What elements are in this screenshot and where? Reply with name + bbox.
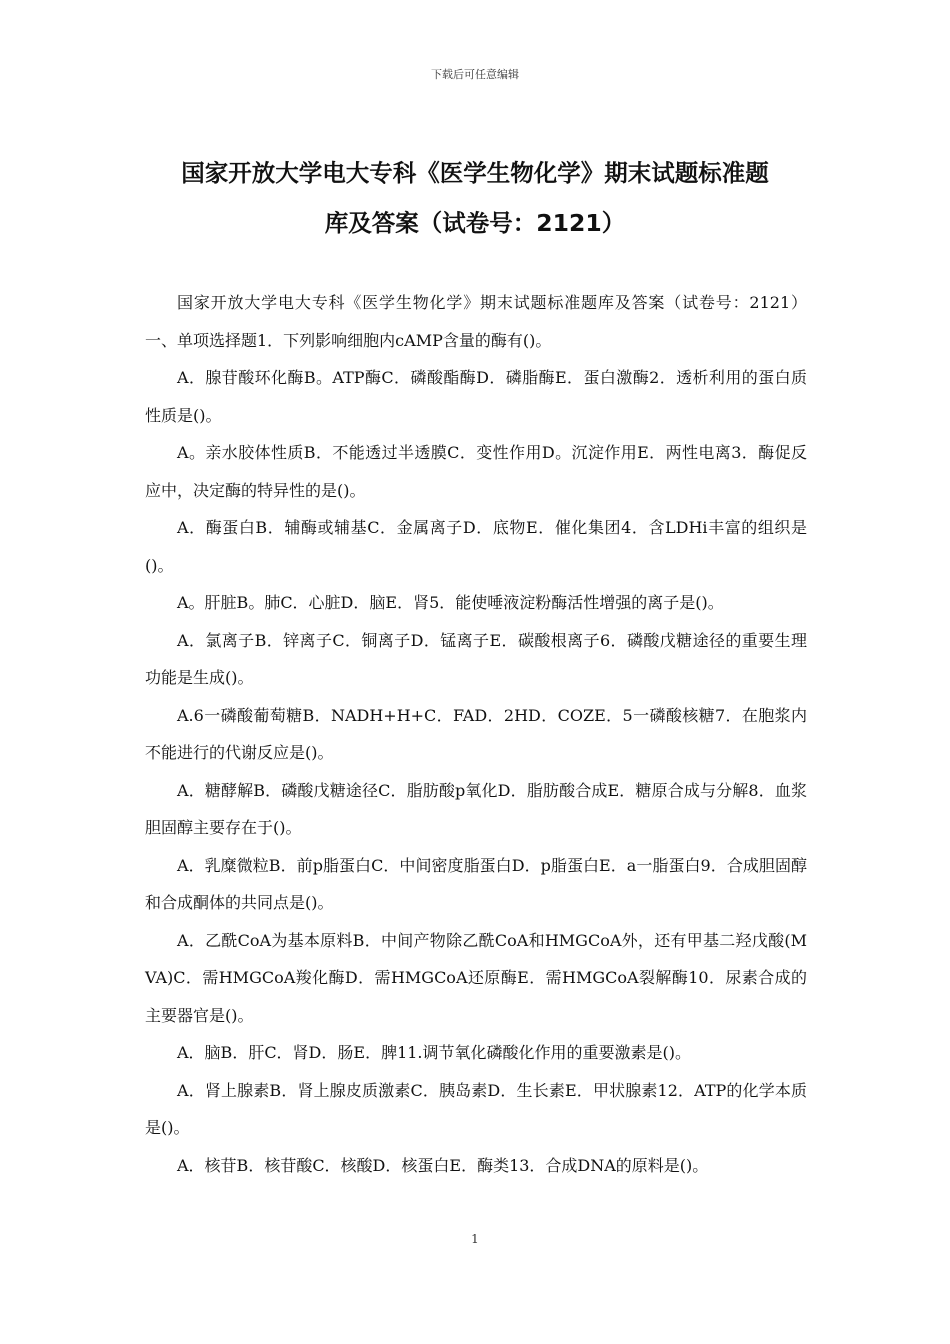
title-line-1: 国家开放大学电大专科《医学生物化学》期末试题标准题: [181, 159, 769, 187]
paragraph: A．核苷B．核苷酸C．核酸D．核蛋白E．酶类13．合成DNA的原料是()。: [177, 1155, 709, 1175]
paragraph: A．腺苷酸环化酶B。ATP酶C．磷酸酯酶D．磷脂酶E．蛋白激酶2．透析利用的蛋白质性质是()。: [145, 368, 807, 425]
paragraph: A．肾上腺素B．肾上腺皮质激素C．胰岛素D．生长素E．甲状腺素12．ATP的化学本质是()。: [145, 1080, 807, 1137]
document-body: [145, 284, 807, 1184]
paragraph: A．脑B．肝C．肾D．肠E．脾11.调节氧化磷酸化作用的重要激素是()。: [177, 1043, 691, 1062]
page-number: 1: [471, 1232, 479, 1246]
paragraph: A．氯离子B．锌离子C．铜离子D．锰离子E．碳酸根离子6．磷酸戊糖途径的重要生理功能是生成()。: [145, 630, 807, 687]
paragraph: A．酶蛋白B．辅酶或辅基C．金属离子D．底物E．催化集团4．含LDHi丰富的组织是()。: [145, 518, 807, 575]
paragraph: A.6一磷酸葡萄糖B．NADH+H+C．FAD．2HD．COZE．5一磷酸核糖7．在胞浆内不能进行的代谢反应是()。: [145, 705, 807, 762]
paragraph: A。亲水胶体性质B．不能透过半透膜C．变性作用D。沉淀作用E．两性电离3．酶促反应中，决定酶的特异性的是()。: [145, 443, 807, 500]
document-title: [120, 148, 830, 248]
paragraph: A．糖酵解B．磷酸戊糖途径C．脂肪酸p氧化D．脂肪酸合成E．糖原合成与分解8．血浆胆固醇主要存在于()。: [145, 780, 807, 837]
header-note: 下载后可任意编辑: [431, 68, 519, 81]
paragraph: A。肝脏B。肺C．心脏D．脑E．肾5．能使唾液淀粉酶活性增强的离子是()。: [177, 593, 724, 612]
paragraph: A．乙酰CoA为基本原料B．中间产物除乙酰CoA和HMGCoA外，还有甲基二羟戊酸(MVA)C．需HMGCoA羧化酶D．需HMGCoA还原酶E．需HMGCoA裂解酶10．尿素合成的主要器官是()。: [145, 930, 807, 1025]
paragraph: 国家开放大学电大专科《医学生物化学》期末试题标准题库及答案（试卷号：2121）一、单项选择题1．下列影响细胞内cAMP含量的酶有()。: [145, 293, 807, 350]
paragraph: A．乳糜微粒B．前p脂蛋白C．中间密度脂蛋白D．p脂蛋白E．a一脂蛋白9．合成胆固醇和合成酮体的共同点是()。: [145, 855, 807, 912]
title-line-2: 库及答案（试卷号：2121）: [324, 209, 626, 237]
